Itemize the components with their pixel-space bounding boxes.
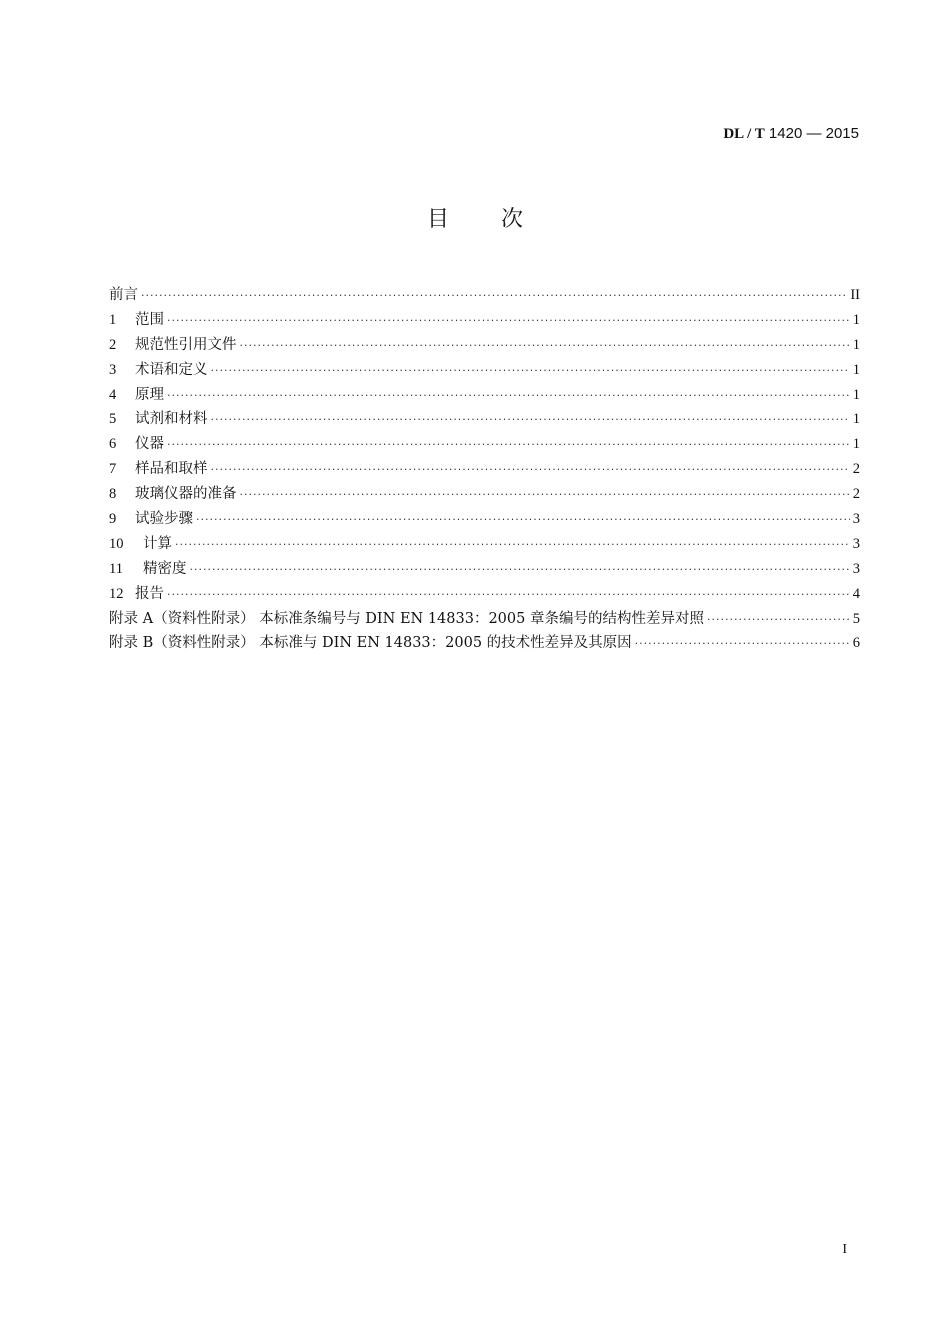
standard-code — [723, 124, 859, 144]
toc-entry-label: 玻璃仪器的准备 — [135, 486, 237, 503]
toc-entry-number: 3 — [109, 361, 117, 378]
toc-leader-dots — [167, 433, 850, 458]
table-of-contents — [109, 283, 860, 656]
toc-entry-number: 5 — [109, 411, 117, 428]
toc-entry-page: 2 — [852, 461, 860, 478]
toc-entry-label: 术语和定义 — [135, 361, 208, 378]
toc-entry-label: 样品和取样 — [135, 461, 208, 478]
toc-entry-page: 3 — [852, 535, 860, 552]
toc-leader-dots — [211, 458, 850, 483]
toc-entry-number: 2 — [109, 336, 117, 353]
toc-entry-label: 精密度 — [143, 560, 187, 577]
toc-entry-8[interactable] — [109, 482, 860, 507]
toc-entry-page: 1 — [852, 386, 860, 403]
toc-entry-page: 1 — [852, 336, 860, 353]
toc-leader-dots — [240, 483, 850, 508]
toc-leader-dots — [196, 508, 850, 533]
toc-entry-number: 4 — [109, 386, 117, 403]
toc-leader-dots — [141, 284, 847, 309]
toc-entry-number: 11 — [109, 560, 123, 577]
toc-entry-page: 4 — [852, 585, 860, 602]
page-title-char-1: 目 — [426, 207, 449, 232]
toc-entry-appendix-a[interactable] — [109, 607, 860, 632]
toc-entry-label: 规范性引用文件 — [135, 336, 237, 353]
toc-entry-3[interactable] — [109, 358, 860, 383]
page-title — [0, 204, 950, 236]
toc-entry-preface[interactable] — [109, 283, 860, 308]
toc-leader-dots — [190, 558, 850, 583]
toc-entry-number: 6 — [109, 436, 117, 453]
standard-prefix: DL / T — [723, 126, 765, 142]
standard-number: 1420 — 2015 — [764, 125, 859, 142]
toc-entry-page: II — [850, 287, 860, 303]
toc-entry-7[interactable] — [109, 457, 860, 482]
toc-leader-dots — [635, 632, 850, 657]
toc-leader-dots — [211, 359, 850, 384]
toc-entry-label: 试剂和材料 — [135, 411, 208, 428]
toc-leader-dots — [211, 408, 850, 433]
toc-entry-label: 仪器 — [135, 436, 164, 453]
toc-entry-1[interactable] — [109, 308, 860, 333]
toc-entry-number: 10 — [109, 535, 124, 552]
toc-entry-label: 范围 — [135, 311, 164, 328]
toc-leader-dots — [175, 533, 850, 558]
toc-entry-12[interactable] — [109, 582, 860, 607]
toc-entry-page: 3 — [852, 560, 860, 577]
toc-entry-label: 计算 — [143, 535, 172, 552]
toc-entry-number: 8 — [109, 486, 117, 503]
toc-entry-number: 7 — [109, 461, 117, 478]
toc-entry-4[interactable] — [109, 383, 860, 408]
toc-entry-10[interactable] — [109, 532, 860, 557]
toc-entry-6[interactable] — [109, 432, 860, 457]
toc-leader-dots — [167, 309, 850, 334]
toc-entry-page: 6 — [852, 635, 860, 652]
toc-entry-page: 3 — [852, 511, 860, 528]
toc-entry-number: 1 — [109, 311, 117, 328]
toc-entry-label: 原理 — [135, 386, 164, 403]
toc-entry-label: 前言 — [109, 287, 138, 303]
toc-entry-9[interactable] — [109, 507, 860, 532]
toc-entry-page: 5 — [852, 610, 860, 627]
toc-entry-page: 2 — [852, 486, 860, 503]
page-title-char-2: 次 — [501, 207, 524, 232]
toc-leader-dots — [167, 583, 850, 608]
toc-entry-11[interactable] — [109, 557, 860, 582]
toc-entry-5[interactable] — [109, 407, 860, 432]
toc-entry-label: 试验步骤 — [135, 511, 193, 528]
toc-entry-label: 附录 B（资料性附录） 本标准与 DIN EN 14833：2005 的技术性差异及其原因 — [109, 635, 632, 652]
toc-entry-label: 附录 A（资料性附录） 本标准条编号与 DIN EN 14833：2005 章条编号的结构性差异对照 — [109, 610, 704, 627]
page-number: I — [842, 1242, 847, 1257]
toc-entry-page: 1 — [852, 411, 860, 428]
toc-entry-2[interactable] — [109, 333, 860, 358]
toc-entry-number: 9 — [109, 511, 117, 528]
toc-leader-dots — [167, 384, 850, 409]
toc-entry-page: 1 — [852, 311, 860, 328]
toc-leader-dots — [240, 334, 850, 359]
toc-entry-page: 1 — [852, 436, 860, 453]
toc-entry-number: 12 — [109, 585, 124, 602]
toc-entry-page: 1 — [852, 361, 860, 378]
toc-entry-label: 报告 — [135, 585, 164, 602]
toc-leader-dots — [707, 608, 850, 633]
toc-entry-appendix-b[interactable] — [109, 631, 860, 656]
